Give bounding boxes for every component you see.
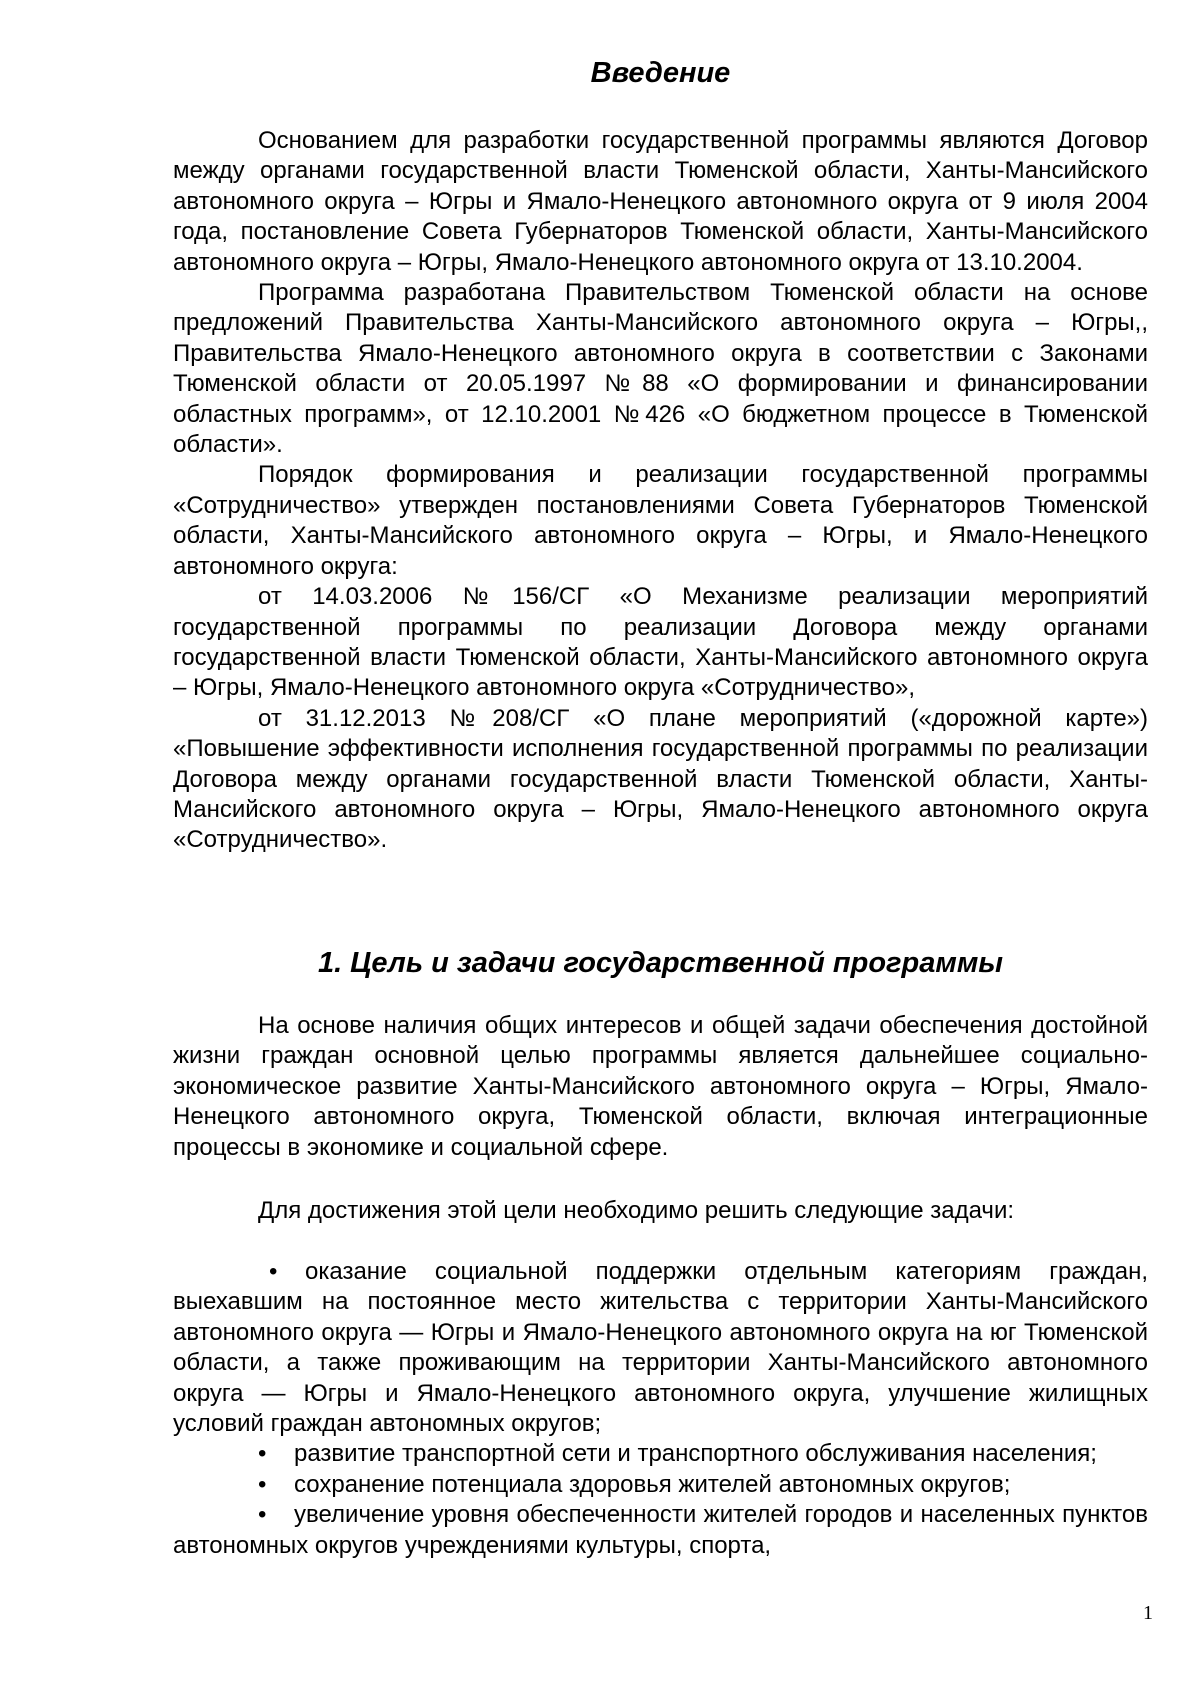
bullet-icon: •: [269, 1258, 278, 1285]
list-item: [173, 1500, 1148, 1561]
section-heading: 1. Цель и задачи государственной программы: [317, 947, 1004, 979]
list-item: [173, 1439, 1148, 1469]
task-text: сохранение потенциала здоровья жителей автономных округов;: [294, 1470, 1011, 1498]
page-number: 1: [1143, 1602, 1153, 1624]
tasks-list: [173, 1257, 1148, 1561]
tasks-lead-text: Для достижения этой цели необходимо решить следующие задачи:: [258, 1197, 1015, 1224]
section-goal: [173, 1011, 1148, 1163]
intro-paragraph: Основанием для разработки государственной программы являются Договор между органами государственной власти Тюменской области, Ханты-Мансийского автономного округа – Югры и Ямало-Ненецкого автономного округа от 9 июля 2004 года, постановление Совета Губернаторов Тюменской области, Ханты-Мансийского автономного округа – Югры, Ямало-Ненецкого автономного округа от 13.10.2004.: [173, 127, 1148, 276]
tasks-lead: [173, 1196, 1148, 1226]
list-item: [173, 1257, 1148, 1439]
bullet-icon: •: [258, 1440, 267, 1468]
list-item: [173, 1470, 1148, 1500]
goal-paragraph: На основе наличия общих интересов и общей задачи обеспечения достойной жизни граждан основной целью программы является дальнейшее социально-экономическое развитие Ханты-Мансийского автономного округа – Югры, Ямало-Ненецкого автономного округа, Тюменской области, включая интеграционные процессы в экономике и социальной сфере.: [173, 1012, 1148, 1161]
bullet-icon: •: [258, 1501, 267, 1529]
intro-body: [173, 126, 1148, 856]
intro-paragraph: от 31.12.2013 №208/СГ «О плане мероприятий («дорожной карте») «Повышение эффективности исполнения государственной программы по реализации Договора между органами государственной власти Тюменской области, Ханты-Мансийского автономного округа – Югры, Ямало-Ненецкого автономного округа «Сотрудничество».: [173, 704, 1148, 854]
intro-paragraph: Программа разработана Правительством Тюменской области на основе предложений Правительства Ханты-Мансийского автономного округа – Югры,, Правительства Ямало-Ненецкого автономного округа в соответствии с Законами Тюменской области от 20.05.1997 №88 «О формировании и финансировании областных программ», от 12.10.2001 №426 «О бюджетном процессе в Тюменской области».: [173, 279, 1148, 459]
task-text: оказание социальной поддержки отдельным категориям граждан, выехавшим на постоянное место жительства с территории Ханты-Мансийского автономного округа — Югры и Ямало-Ненецкого автономного округа на юг Тюменской области, а также проживающим на территории Ханты-Мансийского автономного округа — Югры и Ямало-Ненецкого автономного округа, улучшение жилищных условий граждан автономных округов;: [173, 1258, 1148, 1438]
intro-paragraph: от 14.03.2006 №156/СГ «О Механизме реализации мероприятий государственной программы по реализации Договора между органами государственной власти Тюменской области, Ханты-Мансийского автономного округа – Югры, Ямало-Ненецкого автономного округа «Сотрудничество»,: [173, 583, 1148, 702]
intro-heading: Введение: [590, 57, 731, 89]
task-text: увеличение уровня обеспеченности жителей городов и населенных пунктов автономных округов учреждениями культуры, спорта,: [173, 1501, 1148, 1559]
task-text: развитие транспортной сети и транспортного обслуживания населения;: [294, 1440, 1097, 1468]
intro-paragraph: Порядок формирования и реализации государственной программы «Сотрудничество» утвержден постановлениями Совета Губернаторов Тюменской области, Ханты-Мансийского автономного округа – Югры, и Ямало-Ненецкого автономного округа:: [173, 461, 1148, 580]
bullet-icon: •: [258, 1470, 267, 1498]
